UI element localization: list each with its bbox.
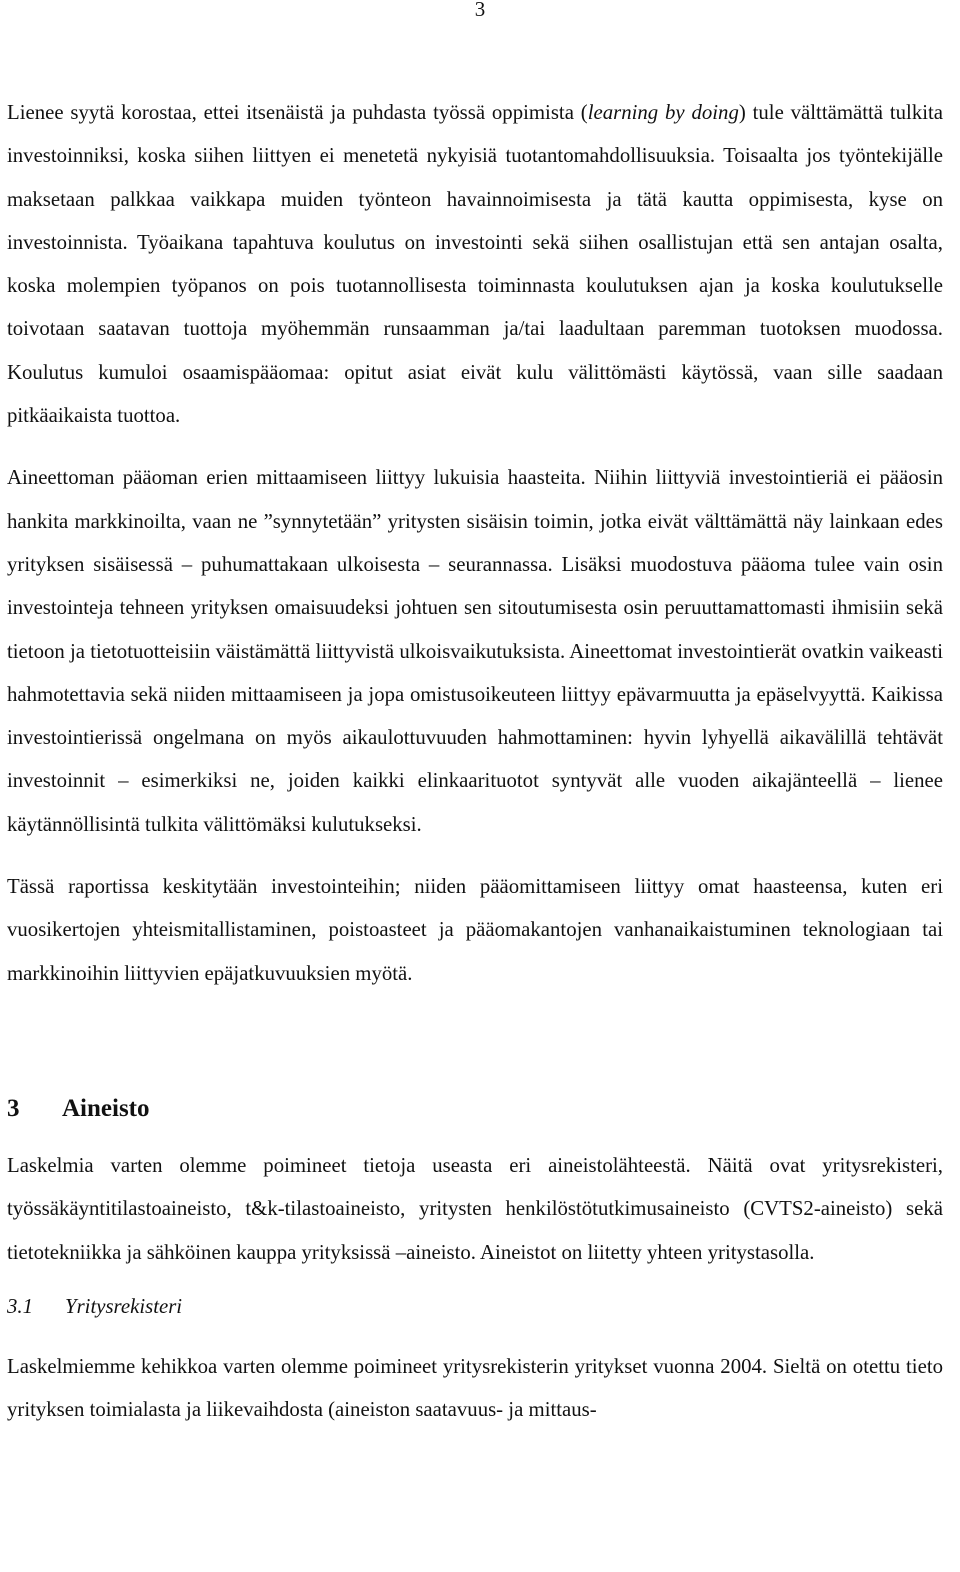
subsection-heading — [7, 1285, 943, 1328]
section-number: 3 — [7, 1094, 20, 1122]
section-title: Aineisto — [62, 1094, 150, 1122]
paragraph-report-focus: Tässä raportissa keskitytään investointeihin; niiden pääomittamiseen liittyy omat haasteensa, kuten eri vuosikertojen yhteismitallistaminen, poistoasteet ja pääomakantojen vanhanaikaistuminen teknologiaan tai markkinoihin liittyvien epäjatkuvuuksien myötä. — [7, 875, 943, 985]
page-number: 3 — [474, 0, 486, 21]
emphasis-term: learning by doing — [587, 101, 739, 124]
paragraph-text: Lienee syytä korostaa, ettei itsenäistä ja puhdasta työssä oppimista ( — [7, 101, 588, 124]
document-body — [7, 91, 943, 1431]
subsection-number: 3.1 — [7, 1294, 33, 1318]
paragraph-business-register: Laskelmiemme kehikkoa varten olemme poimineet yritysrekisterin yritykset vuonna 2004. Sieltä on otettu tieto yrityksen toimialasta ja liikevaihdosta (aineiston saatavuus- ja mittaus- — [7, 1354, 943, 1422]
paragraph-learning-by-doing — [7, 91, 943, 437]
paragraph-intangible-capital: Aineettoman pääoman erien mittaamiseen liittyy lukuisia haasteita. Niihin liittyviä investointieriä ei pääosin hankita markkinoilta, vaan ne ”synnytetään” yritysten sisäisin toimin, jotka eivät välttämättä näy lainkaan edes yrityksen sisäisessä – puhumattakaan ulkoisesta – seurannassa. Lisäksi muodostuva pääoma tulee vain osin investointeja tehneen yrityksen omaisuudeksi johtuen sen sitoutumisesta osin peruuttamattomasti ihmisiin sekä tietoon ja tietotuotteisiin väistämättä liittyvistä ulkoisvaikutuksista. Aineettomat investointierät ovatkin vaikeasti hahmotettavia sekä niiden mittaamiseen ja jopa omistusoikeuteen liittyy epävarmuutta ja epäselvyyttä. Kaikissa investointierissä ongelmana on myös aikaulottuvuuden hahmottaminen: hyvin lyhyellä aikavälillä tehtävät investoinnit – esimerkiksi ne, joiden kaikki elinkaarituotot syntyvät alle vuoden aikajänteellä – lienee käytännöllisintä tulkita välittömäksi kulutukseksi. — [7, 466, 943, 836]
paragraph-text: ) tule välttämättä tulkita investoinniksi, koska siihen liittyen ei menetetä nykyisiä tuotantomahdollisuuksia. Toisaalta jos työntekijälle maksetaan palkkaa vaikkapa muiden työnteon havainnoimisesta ja tätä kautta oppimisesta, kyse on investoinnista. Työaikana tapahtuva koulutus on investointi sekä siihen osallistujan että sen antajan osalta, koska molempien työpanos on pois tuotannollisesta toiminnasta koulutuksen ajan ja koska koulutukselle toivotaan saatavan tuottoja myöhemmän runsaamman ja/tai laadultaan paremman tuotoksen muodossa. Koulutus kumuloi osaamispääomaa: opitut asiat eivät kulu välittömästi käytössä, vaan sille saadaan pitkäaikaista tuottoa. — [7, 101, 944, 428]
subsection-title: Yritysrekisteri — [65, 1294, 183, 1318]
paragraph-data-sources: Laskelmia varten olemme poimineet tietoja useasta eri aineistolähteestä. Näitä ovat yritysrekisteri, työssäkäyntitilastoaineisto, t&k-tilastoaineisto, yritysten henkilöstötutkimusaineisto (CVTS2-aineisto) sekä tietotekniikka ja sähköinen kauppa yrityksissä –aineisto. Aineistot on liitetty yhteen yritystasolla. — [7, 1153, 943, 1264]
section-heading — [7, 1087, 943, 1130]
